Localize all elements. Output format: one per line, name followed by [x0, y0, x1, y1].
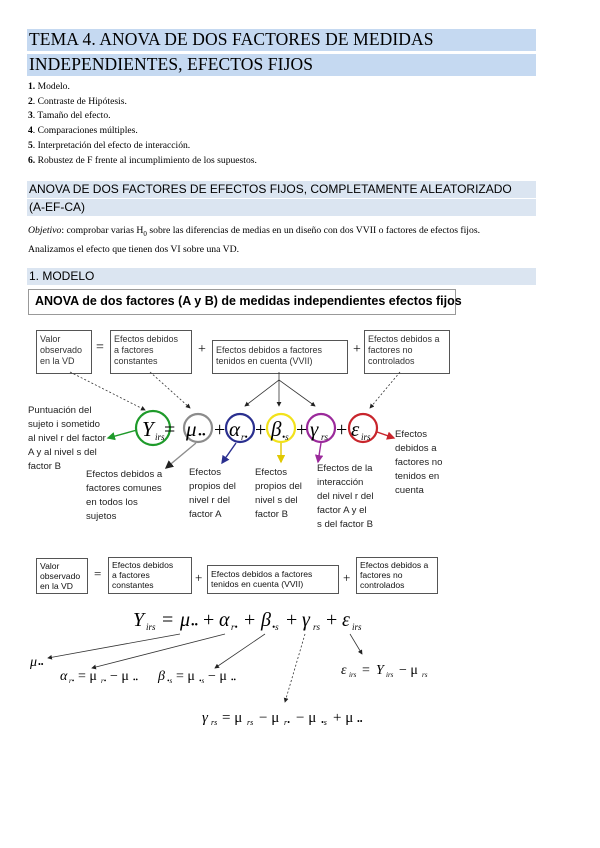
svg-text:μ: μ — [30, 655, 38, 670]
svg-text:γ: γ — [302, 609, 310, 631]
svg-text:••: •• — [357, 717, 363, 726]
svg-text:irs: irs — [155, 432, 165, 442]
page-title-line1: TEMA 4. ANOVA DE DOS FACTORES DE MEDIDAS — [29, 29, 434, 49]
svg-text:− μ: − μ — [208, 669, 227, 684]
model-heading: 1. MODELO — [29, 269, 95, 283]
svg-text:•s: •s — [167, 677, 173, 685]
svg-text:β: β — [158, 669, 165, 684]
toc-item: 5. Interpretación del efecto de interacción. — [28, 139, 191, 151]
section-heading-line1: ANOVA DE DOS FACTORES DE EFECTOS FIJOS, COMPLETAMENTE ALEATORIZADO — [29, 182, 512, 196]
svg-text:•s: •s — [272, 622, 279, 632]
svg-text:Y: Y — [376, 663, 384, 678]
label-error: Efectos debidos a factores no tenidos en cuenta — [395, 429, 443, 496]
equals-sign: = — [96, 340, 104, 355]
svg-text:α: α — [229, 417, 241, 441]
svg-text:= μ: = μ — [78, 669, 97, 684]
figure2-box-considered: Efectos debidos a factores tenidos en cuenta (VVII) — [207, 565, 339, 594]
svg-text:+: + — [214, 419, 226, 441]
svg-text:+: + — [326, 609, 338, 631]
figure1-box-considered: Efectos debidos a factores tenidos en cuenta (VVII) — [212, 340, 348, 374]
svg-text:+: + — [336, 419, 348, 441]
figure1-box-constant: Efectos debidos a factores constantes — [110, 330, 192, 374]
svg-text:μ: μ — [180, 609, 191, 631]
svg-text:r•: r• — [241, 432, 248, 442]
svg-text:•s: •s — [321, 718, 327, 727]
svg-text:+: + — [286, 609, 298, 631]
objective-label: Objetivo — [28, 225, 62, 236]
objective-line2: Analizamos el efecto que tienen dos VI sobre una VD. — [28, 244, 240, 256]
svg-text:=: = — [162, 609, 174, 631]
figure1-box-uncontrolled: Efectos debidos a factores no controlados — [364, 330, 450, 374]
svg-text:β: β — [261, 609, 271, 631]
svg-text:••: •• — [133, 676, 138, 684]
toc-item: 3. Tamaño del efecto. — [28, 110, 111, 122]
svg-text:irs: irs — [352, 622, 362, 632]
figure2-box-observed: Valor observado en la VD — [36, 558, 88, 594]
toc-item: 2. Contraste de Hipótesis. — [28, 95, 127, 107]
svg-text:irs: irs — [146, 622, 156, 632]
svg-text:•s: •s — [282, 432, 289, 442]
svg-text:γ: γ — [310, 417, 319, 441]
svg-text:rs: rs — [247, 718, 254, 727]
svg-text:+: + — [244, 609, 256, 631]
svg-text:+: + — [296, 419, 308, 441]
svg-text:Y: Y — [133, 609, 145, 631]
svg-text:rs: rs — [313, 622, 321, 632]
svg-text:Y: Y — [142, 417, 154, 441]
svg-text:α: α — [60, 669, 68, 684]
svg-text:rs: rs — [321, 432, 329, 442]
label-interaction: Efectos de la interacción del nivel r del factor A y el s del factor B — [317, 463, 374, 530]
figure2-box-constant: Efectos debidos a factores constantes — [108, 557, 192, 594]
objective-paragraph: Objetivo: comprobar varias $H_0$ sobre las diferencias de medias en un diseño con dos VVII o factores de efectos fijos. Analizamos el efecto que tienen dos VI sobre una VD. — [28, 223, 568, 259]
svg-text:irs: irs — [349, 671, 357, 679]
svg-text:••: •• — [191, 620, 199, 631]
svg-text:••: •• — [198, 429, 206, 441]
figure1-box-observed: Valor observado en la VD — [36, 330, 92, 374]
svg-text:− μ: − μ — [259, 710, 280, 726]
plus-sign: + — [195, 570, 203, 585]
svg-text:rs: rs — [422, 671, 428, 679]
svg-text:=: = — [164, 419, 176, 441]
label-factor-a: Efectos propios del nivel r del factor A — [189, 467, 236, 520]
toc-item: 1. Modelo. — [28, 81, 70, 92]
svg-text:= μ: = μ — [222, 710, 243, 726]
svg-text:rs: rs — [211, 718, 218, 727]
label-score: Puntuación del sujeto i sometido al nivel r del factor A y al nivel s del factor B — [28, 405, 106, 472]
svg-text:γ: γ — [202, 710, 208, 726]
svg-text:+: + — [255, 419, 267, 441]
plus-sign: + — [343, 570, 351, 585]
section-heading-line2: (A-EF-CA) — [29, 200, 85, 214]
svg-text:β: β — [271, 417, 282, 441]
toc-item: 4. Comparaciones múltiples. — [28, 125, 138, 137]
toc-item: 6. Robustez de F frente al incumplimiento de los supuestos. — [28, 154, 257, 166]
svg-text:= μ: = μ — [176, 669, 195, 684]
figure1-title: ANOVA de dos factores (A y B) de medidas independientes efectos fijos — [35, 294, 462, 308]
plus-sign: + — [198, 342, 206, 357]
svg-text:irs: irs — [361, 432, 371, 442]
svg-text:+: + — [203, 609, 215, 631]
svg-text:=: = — [362, 663, 370, 678]
svg-text:ε: ε — [351, 417, 360, 441]
svg-text:r•: r• — [69, 677, 75, 685]
page-title-line2: INDEPENDIENTES, EFECTOS FIJOS — [29, 54, 314, 74]
svg-text:r•: r• — [101, 677, 107, 685]
svg-text:••: •• — [231, 676, 236, 684]
svg-text:•s: •s — [199, 677, 205, 685]
label-factor-b: Efectos propios del nivel s del factor B — [255, 467, 302, 520]
svg-text:μ: μ — [186, 417, 197, 441]
label-common-effects: Efectos debidos a factores comunes en todos los sujetos — [86, 469, 163, 522]
figure2-equations-svg — [0, 600, 600, 740]
plus-sign: + — [353, 342, 361, 357]
svg-text:− μ: − μ — [399, 663, 418, 678]
figure2-box-uncontrolled: Efectos debidos a factores no controlados — [356, 557, 438, 594]
svg-text:••: •• — [38, 660, 44, 669]
svg-text:− μ: − μ — [110, 669, 129, 684]
svg-text:+ μ: + μ — [333, 710, 354, 726]
svg-text:α: α — [219, 609, 230, 631]
equals-sign: = — [94, 566, 102, 581]
svg-text:ε: ε — [341, 663, 347, 678]
svg-text:ε: ε — [342, 609, 350, 631]
svg-text:− μ: − μ — [296, 710, 317, 726]
svg-text:irs: irs — [386, 671, 394, 679]
svg-text:r•: r• — [231, 622, 238, 632]
svg-text:r•: r• — [284, 718, 290, 727]
